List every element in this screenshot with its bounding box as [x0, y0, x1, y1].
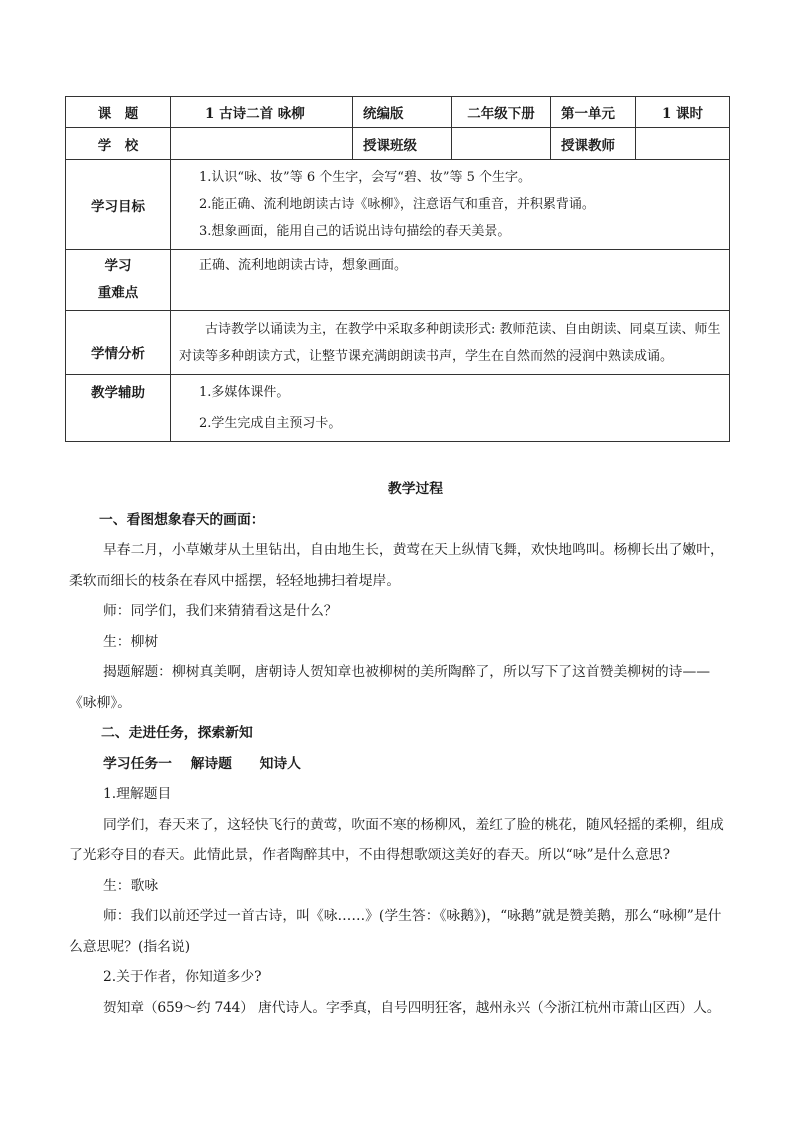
- textbook-version: 统编版: [353, 97, 452, 128]
- analysis-text: 古诗教学以诵读为主，在教学中采取多种朗读形式: 教师范读、自由朗读、同桌互读、师生对读等多种朗读方式，让整节课充满朗朗读书声，学生在自然而然的浸润中熟读成诵。: [179, 321, 721, 364]
- paragraph: 贺知章（659～约 744） 唐代诗人。字季真，自号四明狂客，越州永兴（今浙江杭州市萧山区西）人。: [103, 999, 721, 1016]
- sub-heading: 1.理解题目: [103, 786, 172, 802]
- table-row: [66, 160, 730, 250]
- table-row: [66, 250, 730, 311]
- school-value[interactable]: [171, 128, 353, 160]
- key-points-text: 正确、流利地朗读古诗，想象画面。: [199, 258, 408, 273]
- table-row: [66, 128, 730, 160]
- label-key-points-line1: 学习: [104, 258, 132, 274]
- lesson-title: 1 古诗二首 咏柳: [171, 97, 353, 128]
- section-heading: 二、走进任务，探索新知: [101, 725, 253, 741]
- lesson-hours: 1 课时: [636, 97, 730, 128]
- label-teacher: 授课教师: [551, 128, 636, 160]
- paragraph: 师：我们以前还学过一首古诗，叫《咏……》(学生答：《咏鹅》)，“咏鹅”就是赞美鹅，那么“咏柳”是什么意思呢？(指名说): [69, 908, 722, 955]
- teaching-process: [69, 474, 728, 1023]
- table-row: [66, 311, 730, 375]
- goal-item: 3.想象画面，能用自己的话说出诗句描绘的春天美景。: [199, 224, 511, 239]
- class-value[interactable]: [452, 128, 551, 160]
- section-heading: 一、看图想象春天的画面：: [99, 511, 265, 528]
- label-topic: 课 题: [66, 97, 171, 128]
- key-points-cell: [171, 250, 730, 311]
- label-analysis: 学情分析: [66, 311, 171, 375]
- label-key-points: [66, 250, 171, 311]
- goals-cell: [171, 160, 730, 250]
- grade-term: 二年级下册: [452, 97, 551, 128]
- paragraph: 生：柳树: [103, 633, 159, 650]
- aid-item: 1.多媒体课件。: [199, 385, 290, 400]
- aid-item: 2.学生完成自主预习卡。: [199, 416, 342, 431]
- section-title: 教学过程: [387, 481, 444, 497]
- lesson-info-table: [65, 96, 730, 442]
- goal-item: 2.能正确、流利地朗读古诗《咏柳》，注意语气和重音，并积累背诵。: [199, 197, 595, 212]
- analysis-cell: [171, 311, 730, 375]
- paragraph: 早春二月，小草嫩芽从土里钻出，自由地生长，黄莺在天上纵情飞舞，欢快地鸣叫。杨柳长出了嫩叶，柔软而细长的枝条在春风中摇摆，轻轻地拂扫着堤岸。: [69, 542, 724, 589]
- table-row: [66, 97, 730, 128]
- label-school: 学 校: [66, 128, 171, 160]
- paragraph: 揭题解题：柳树真美啊，唐朝诗人贺知章也被柳树的美所陶醉了，所以写下了这首赞美柳树的诗——《咏柳》。: [69, 664, 711, 711]
- label-aids: 教学辅助: [66, 375, 171, 442]
- paragraph: 师：同学们，我们来猜猜看这是什么？: [103, 603, 338, 619]
- label-class: 授课班级: [353, 128, 452, 160]
- paragraph: 生：歌咏: [103, 877, 159, 894]
- task-heading: 学习任务一 解诗题 知诗人: [103, 755, 301, 772]
- table-row: [66, 375, 730, 442]
- unit: 第一单元: [551, 97, 636, 128]
- goal-item: 1.认识“咏、妆”等 6 个生字，会写“碧、妆”等 5 个生字。: [199, 170, 532, 185]
- label-key-points-line2: 重难点: [97, 285, 139, 301]
- sub-heading: 2.关于作者，你知道多少?: [103, 969, 262, 985]
- label-goals: 学习目标: [66, 160, 171, 250]
- teacher-value[interactable]: [636, 128, 730, 160]
- paragraph: 同学们，春天来了，这轻快飞行的黄莺，吹面不寒的杨柳风，羞红了脸的桃花，随风轻摇的柔柳，组成了光彩夺目的春天。此情此景，作者陶醉其中，不由得想歌颂这美好的春天。所以“咏”是什么意思?: [69, 816, 724, 863]
- aids-cell: [171, 375, 730, 442]
